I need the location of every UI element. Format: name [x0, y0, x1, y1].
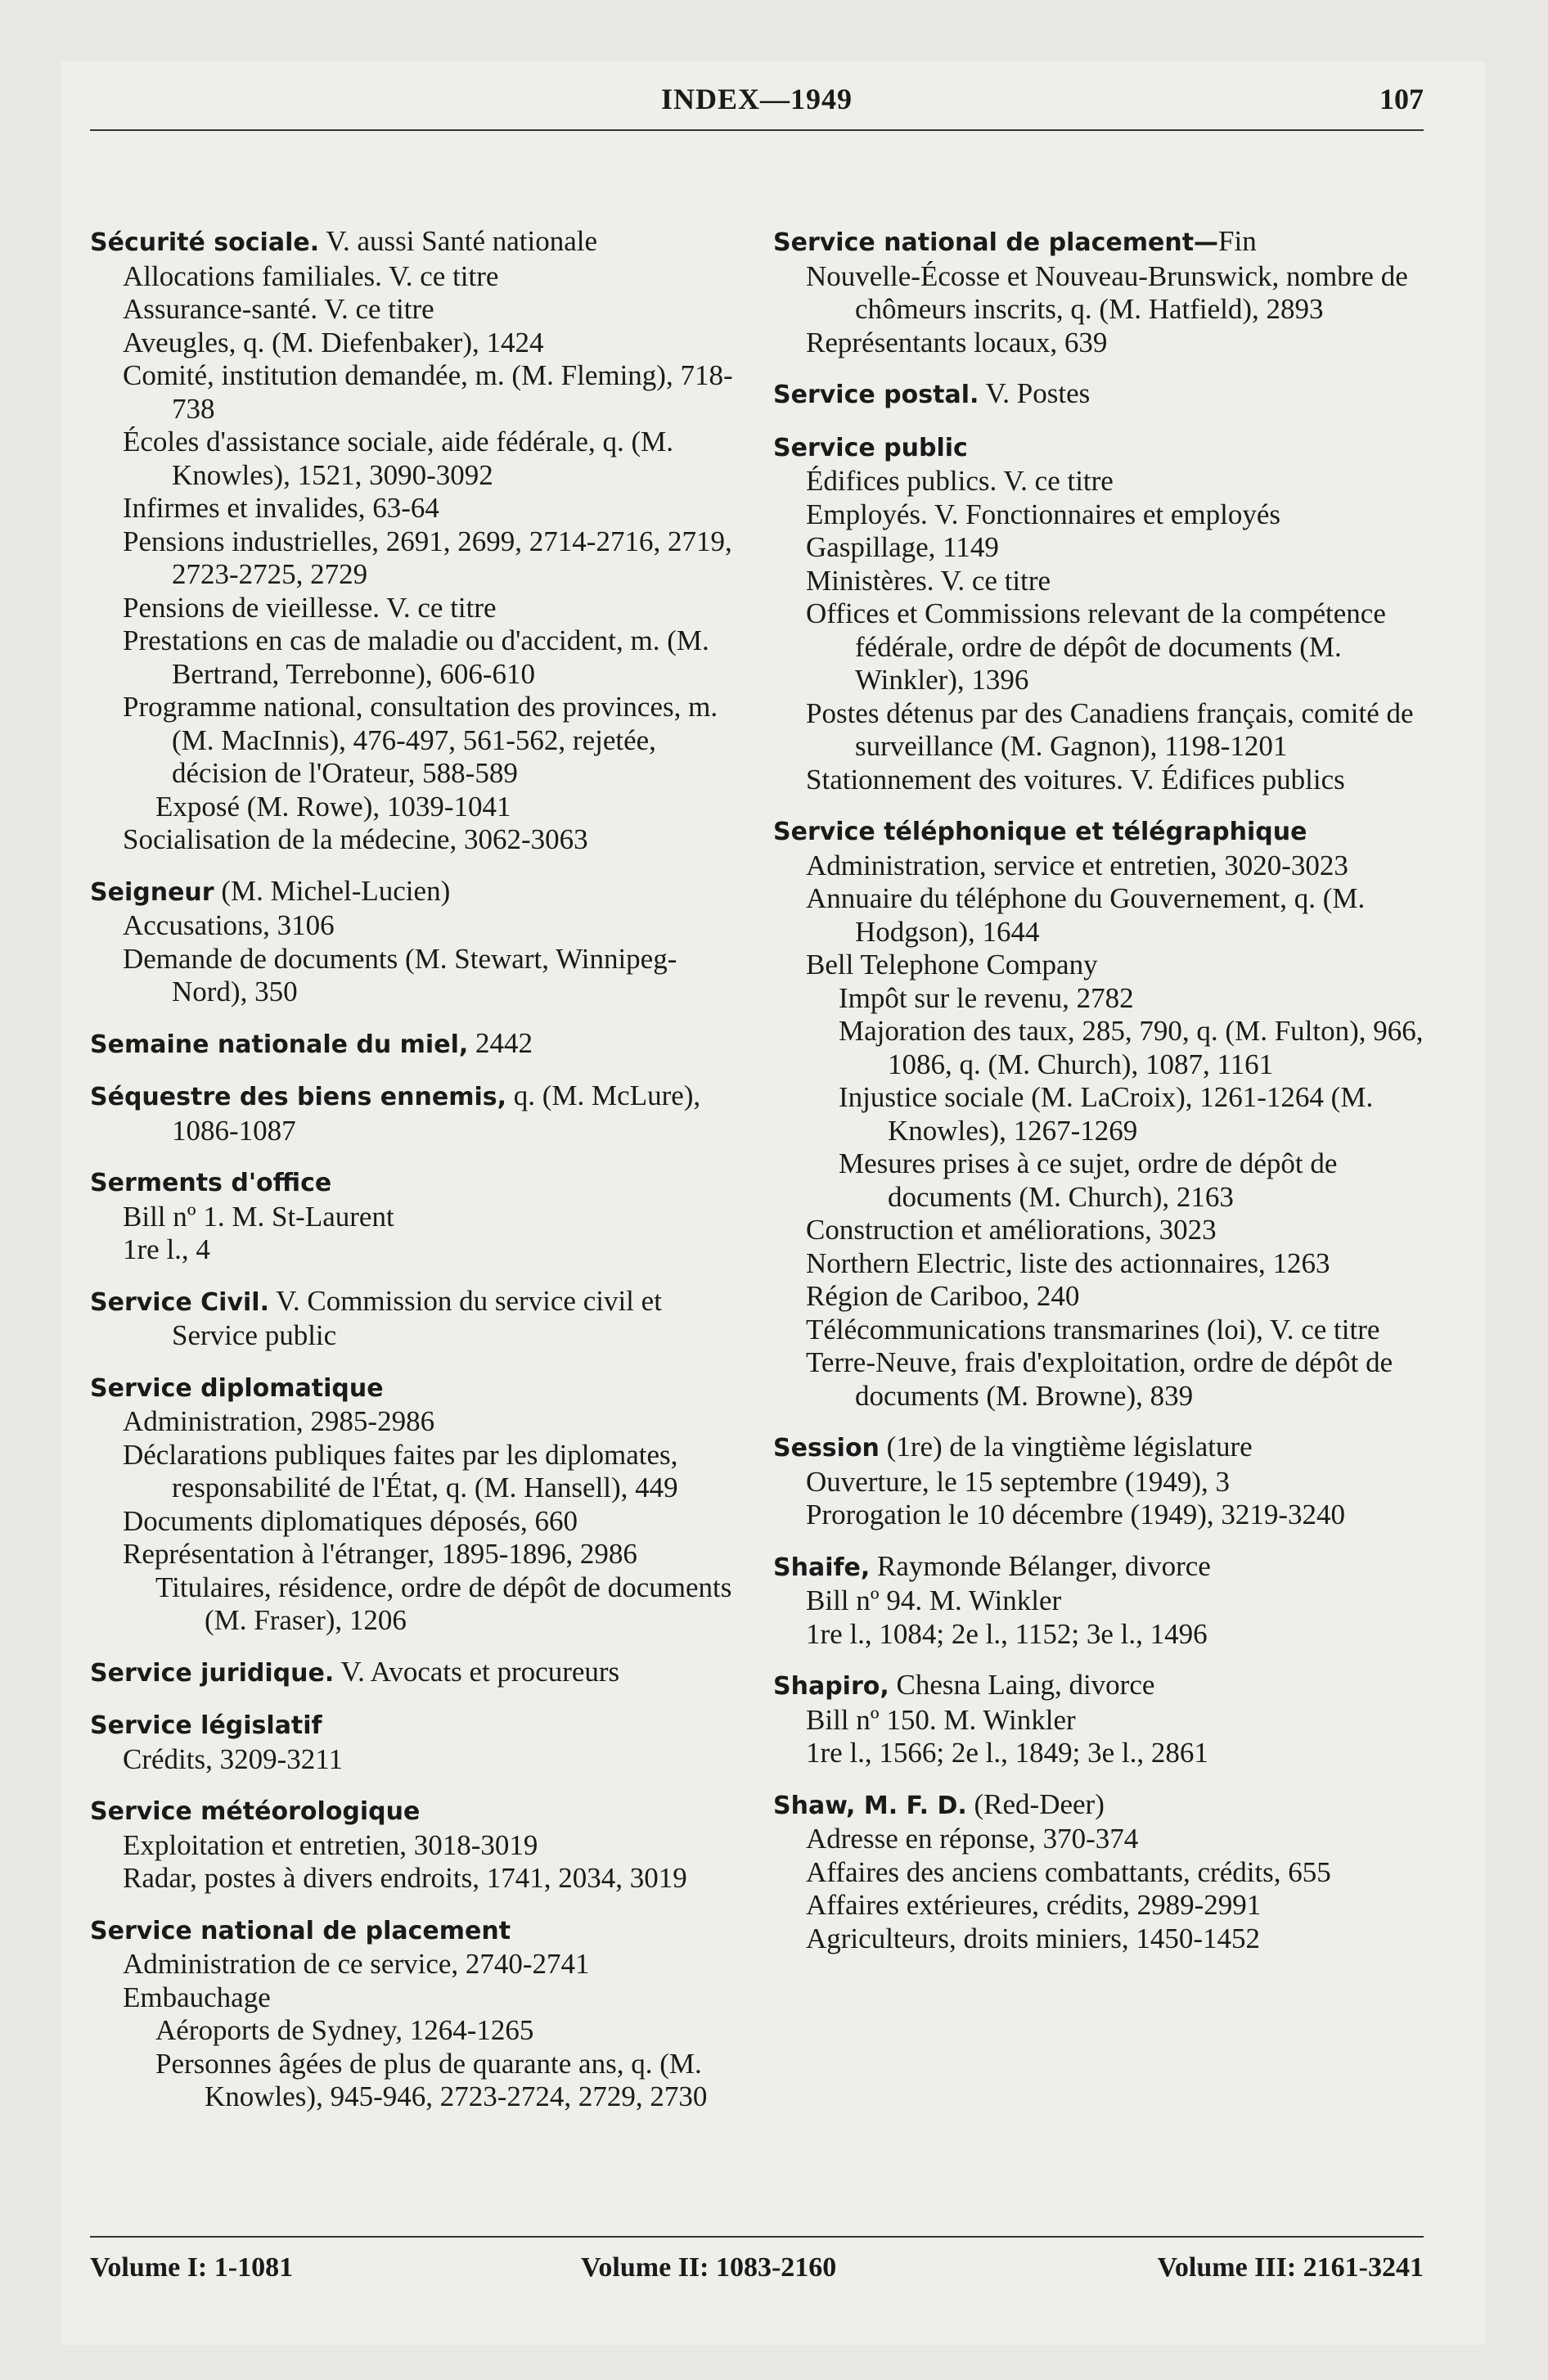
index-entry: [90, 1708, 745, 1776]
entry-heading: [90, 1913, 745, 1949]
subentry: Mesures prises à ce sujet, ordre de dépôt de documents (M. Church), 2163: [839, 1147, 1338, 1213]
subentry: Représentation à l'étranger, 1895-1896, 2986: [123, 1538, 637, 1570]
subentry: Programme national, consultation des provinces, m. (M. MacInnis), 476-497, 561-562, rejetée, décision de l'Orateur, 588-589: [123, 691, 718, 789]
entry-term: Seigneur: [90, 877, 214, 907]
subentry: Exposé (M. Rowe), 1039-1041: [155, 790, 511, 823]
subentry: Bill nº 1. M. St-Laurent: [123, 1200, 394, 1233]
subentry: Accusations, 3106: [123, 909, 335, 941]
entry-detail: V. aussi Santé nationale: [319, 225, 598, 257]
entry-heading: [773, 430, 1428, 466]
subentry: Affaires des anciens combattants, crédits, 655: [806, 1855, 1331, 1888]
subentry: Injustice sociale (M. LaCroix), 1261-1264 (M. Knowles), 1267-1269: [839, 1081, 1374, 1147]
entry-heading: [90, 1080, 745, 1147]
entry-term: Service téléphonique et télégraphique: [773, 818, 1307, 846]
subentry: Exploitation et entretien, 3018-3019: [123, 1828, 538, 1861]
entry-term: Semaine nationale du miel,: [90, 1030, 469, 1059]
index-entry: [773, 814, 1428, 1413]
subentry: Titulaires, résidence, ordre de dépôt de documents (M. Fraser), 1206: [155, 1571, 732, 1636]
index-entry: [773, 1788, 1428, 1956]
entry-heading: [773, 377, 1428, 412]
entry-detail: (1re) de la vingtième législature: [879, 1431, 1253, 1463]
subentry: Terre-Neuve, frais d'exploitation, ordre de dépôt de documents (M. Browne), 839: [806, 1346, 1393, 1412]
subentry: Annuaire du téléphone du Gouvernement, q. (M. Hodgson), 1644: [806, 882, 1366, 948]
subentry: Documents diplomatiques déposés, 660: [123, 1504, 578, 1537]
entry-term: Session: [773, 1434, 880, 1463]
index-entry: [773, 1669, 1428, 1770]
page-number: 107: [1379, 83, 1424, 115]
entry-term: Service météorologique: [90, 1797, 421, 1826]
entry-term: Service Civil.: [90, 1287, 269, 1317]
index-entry: [90, 1080, 745, 1147]
subentry: Socialisation de la médecine, 3062-3063: [123, 823, 588, 855]
entry-heading: [773, 1788, 1428, 1823]
entry-detail: Raymonde Bélanger, divorce: [870, 1549, 1211, 1582]
entry-detail: (Red-Deer): [966, 1787, 1105, 1820]
entry-term: Shapiro,: [773, 1672, 889, 1701]
entry-detail: V. Postes: [979, 377, 1091, 409]
entry-term: Service diplomatique: [90, 1373, 384, 1403]
subentry: Northern Electric, liste des actionnaires, 1263: [806, 1246, 1330, 1279]
subentry: Aéroports de Sydney, 1264-1265: [155, 2014, 534, 2046]
subentry: Administration, 2985-2986: [123, 1405, 435, 1437]
entry-term: Shaw, M. F. D.: [773, 1791, 967, 1820]
entry-detail: 2442: [468, 1026, 533, 1059]
subentry: Pensions industrielles, 2691, 2699, 2714-2716, 2719, 2723-2725, 2729: [123, 525, 732, 590]
subentry: Bill nº 150. M. Winkler: [806, 1703, 1076, 1736]
entry-term: Serments d'office: [90, 1169, 332, 1197]
subentry: Écoles d'assistance sociale, aide fédérale, q. (M. Knowles), 1521, 3090-3092: [123, 426, 673, 491]
entry-detail: Chesna Laing, divorce: [889, 1669, 1155, 1701]
right-column: [773, 225, 1428, 1973]
left-column: [90, 225, 745, 2132]
index-entry: [90, 1913, 745, 2114]
entry-heading: [773, 225, 1428, 260]
subentry: Nouvelle-Écosse et Nouveau-Brunswick, nombre de chômeurs inscrits, q. (M. Hatfield), 2893: [806, 259, 1408, 325]
footer-volume-2: Volume II: 1083-2160: [581, 2252, 837, 2283]
subentry: Déclarations publiques faites par les diplomates, responsabilité de l'État, q. (M. Hansell), 449: [123, 1438, 678, 1503]
subentry: Bill nº 94. M. Winkler: [806, 1584, 1062, 1616]
entry-detail: Fin: [1218, 225, 1257, 257]
subentry: Gaspillage, 1149: [806, 531, 999, 563]
subentry: Prorogation le 10 décembre (1949), 3219-3240: [806, 1499, 1346, 1530]
entry-heading: [90, 1371, 745, 1406]
subentry: Représentants locaux, 639: [806, 326, 1108, 358]
subentry: Personnes âgées de plus de quarante ans, q. (M. Knowles), 945-946, 2723-2724, 2729, 2730: [155, 2047, 708, 2112]
subentry: Embauchage: [123, 1981, 271, 2013]
entry-term: Shaife,: [773, 1553, 871, 1582]
subentry: Allocations familiales. V. ce titre: [123, 259, 499, 292]
footer-rule: [90, 2236, 1424, 2238]
subentry: Impôt sur le revenu, 2782: [839, 981, 1134, 1014]
entry-term: Service national de placement: [90, 1916, 511, 1945]
index-entry: [773, 1550, 1428, 1652]
entry-heading: [90, 875, 745, 910]
entry-heading: [90, 1708, 745, 1743]
entry-heading: [90, 1285, 745, 1353]
entry-heading: [90, 1165, 745, 1201]
subentry: Radar, postes à divers endroits, 1741, 2034, 3019: [123, 1862, 687, 1894]
subentry: Aveugles, q. (M. Diefenbaker), 1424: [123, 326, 544, 358]
entry-term: Service postal.: [773, 381, 979, 409]
subentry: Ouverture, le 15 septembre (1949), 3: [806, 1465, 1231, 1498]
subentry: 1re l., 1084; 2e l., 1152; 3e l., 1496: [806, 1617, 1208, 1650]
entry-term: Service juridique.: [90, 1658, 335, 1688]
subentry: Administration de ce service, 2740-2741: [123, 1948, 590, 1980]
subentry: Agriculteurs, droits miniers, 1450-1452: [806, 1922, 1261, 1954]
subentry: Ministères. V. ce titre: [806, 564, 1051, 597]
running-title: INDEX—1949: [660, 83, 853, 115]
subentry: 1re l., 4: [123, 1233, 210, 1265]
entry-term: Sécurité sociale.: [90, 228, 320, 257]
index-entry: [773, 377, 1428, 412]
subentry: Majoration des taux, 285, 790, q. (M. Fulton), 966, 1086, q. (M. Church), 1087, 1161: [839, 1015, 1424, 1080]
index-entry: [773, 225, 1428, 359]
entry-heading: [773, 1550, 1428, 1585]
subentry: Offices et Commissions relevant de la compétence fédérale, ordre de dépôt de documents (M. Winkler), 1396: [806, 597, 1386, 696]
subentry: Construction et améliorations, 3023: [806, 1214, 1217, 1246]
entry-detail: q. (M. McLure), 1086-1087: [172, 1080, 701, 1147]
entry-heading: [90, 1027, 745, 1062]
entry-detail: V. Commission du service civil et Service public: [172, 1284, 662, 1351]
entry-term: Séquestre des biens ennemis,: [90, 1083, 507, 1111]
subentry: Infirmes et invalides, 63-64: [123, 492, 439, 524]
entry-heading: [773, 1431, 1428, 1466]
index-entry: [90, 875, 745, 1009]
subentry: Télécommunications transmarines (loi), V. ce titre: [806, 1313, 1380, 1346]
entry-term: Service législatif: [90, 1711, 322, 1740]
header-rule: [90, 129, 1424, 131]
index-entry: [90, 225, 745, 857]
subentry: Édifices publics. V. ce titre: [806, 465, 1114, 497]
subentry: Demande de documents (M. Stewart, Winnipeg-Nord), 350: [123, 942, 677, 1007]
subentry: Adresse en réponse, 370-374: [806, 1823, 1139, 1855]
entry-heading: [773, 1669, 1428, 1704]
index-entry: [773, 430, 1428, 797]
index-entry: [90, 1027, 745, 1062]
footer-volume-3: Volume III: 2161-3241: [1157, 2252, 1424, 2283]
subentry: 1re l., 1566; 2e l., 1849; 3e l., 2861: [806, 1737, 1208, 1769]
index-entry: [90, 1285, 745, 1353]
entry-term: Service national de placement—: [773, 228, 1219, 257]
entry-heading: [90, 1656, 745, 1691]
subentry: Prestations en cas de maladie ou d'accident, m. (M. Bertrand, Terrebonne), 606-610: [123, 624, 709, 690]
subentry: Région de Cariboo, 240: [806, 1280, 1080, 1312]
index-entry: [90, 1371, 745, 1638]
page-header: [90, 82, 1424, 172]
index-entry: [90, 1656, 745, 1691]
subentry: Affaires extérieures, crédits, 2989-2991: [806, 1889, 1262, 1921]
index-entry: [90, 1165, 745, 1267]
entry-term: Service public: [773, 433, 968, 462]
subentry: Stationnement des voitures. V. Édifices publics: [806, 763, 1345, 796]
subentry: Administration, service et entretien, 3020-3023: [806, 849, 1348, 881]
index-entry: [773, 1431, 1428, 1532]
subentry: Pensions de vieillesse. V. ce titre: [123, 591, 497, 624]
subentry: Crédits, 3209-3211: [123, 1742, 343, 1775]
entry-detail: (M. Michel-Lucien): [214, 874, 451, 907]
entry-heading: [773, 814, 1428, 850]
subentry: Postes détenus par des Canadiens français, comité de surveillance (M. Gagnon), 1198-1201: [806, 696, 1414, 762]
entry-heading: [90, 225, 745, 260]
footer-volume-1: Volume I: 1-1081: [90, 2252, 294, 2283]
subentry: Employés. V. Fonctionnaires et employés: [806, 498, 1281, 530]
subentry: Comité, institution demandée, m. (M. Fleming), 718-738: [123, 359, 733, 425]
entry-heading: [90, 1794, 745, 1829]
subentry: Bell Telephone Company: [806, 949, 1098, 980]
subentry: Assurance-santé. V. ce titre: [123, 293, 434, 325]
index-entry: [90, 1794, 745, 1895]
entry-detail: V. Avocats et procureurs: [334, 1655, 620, 1688]
